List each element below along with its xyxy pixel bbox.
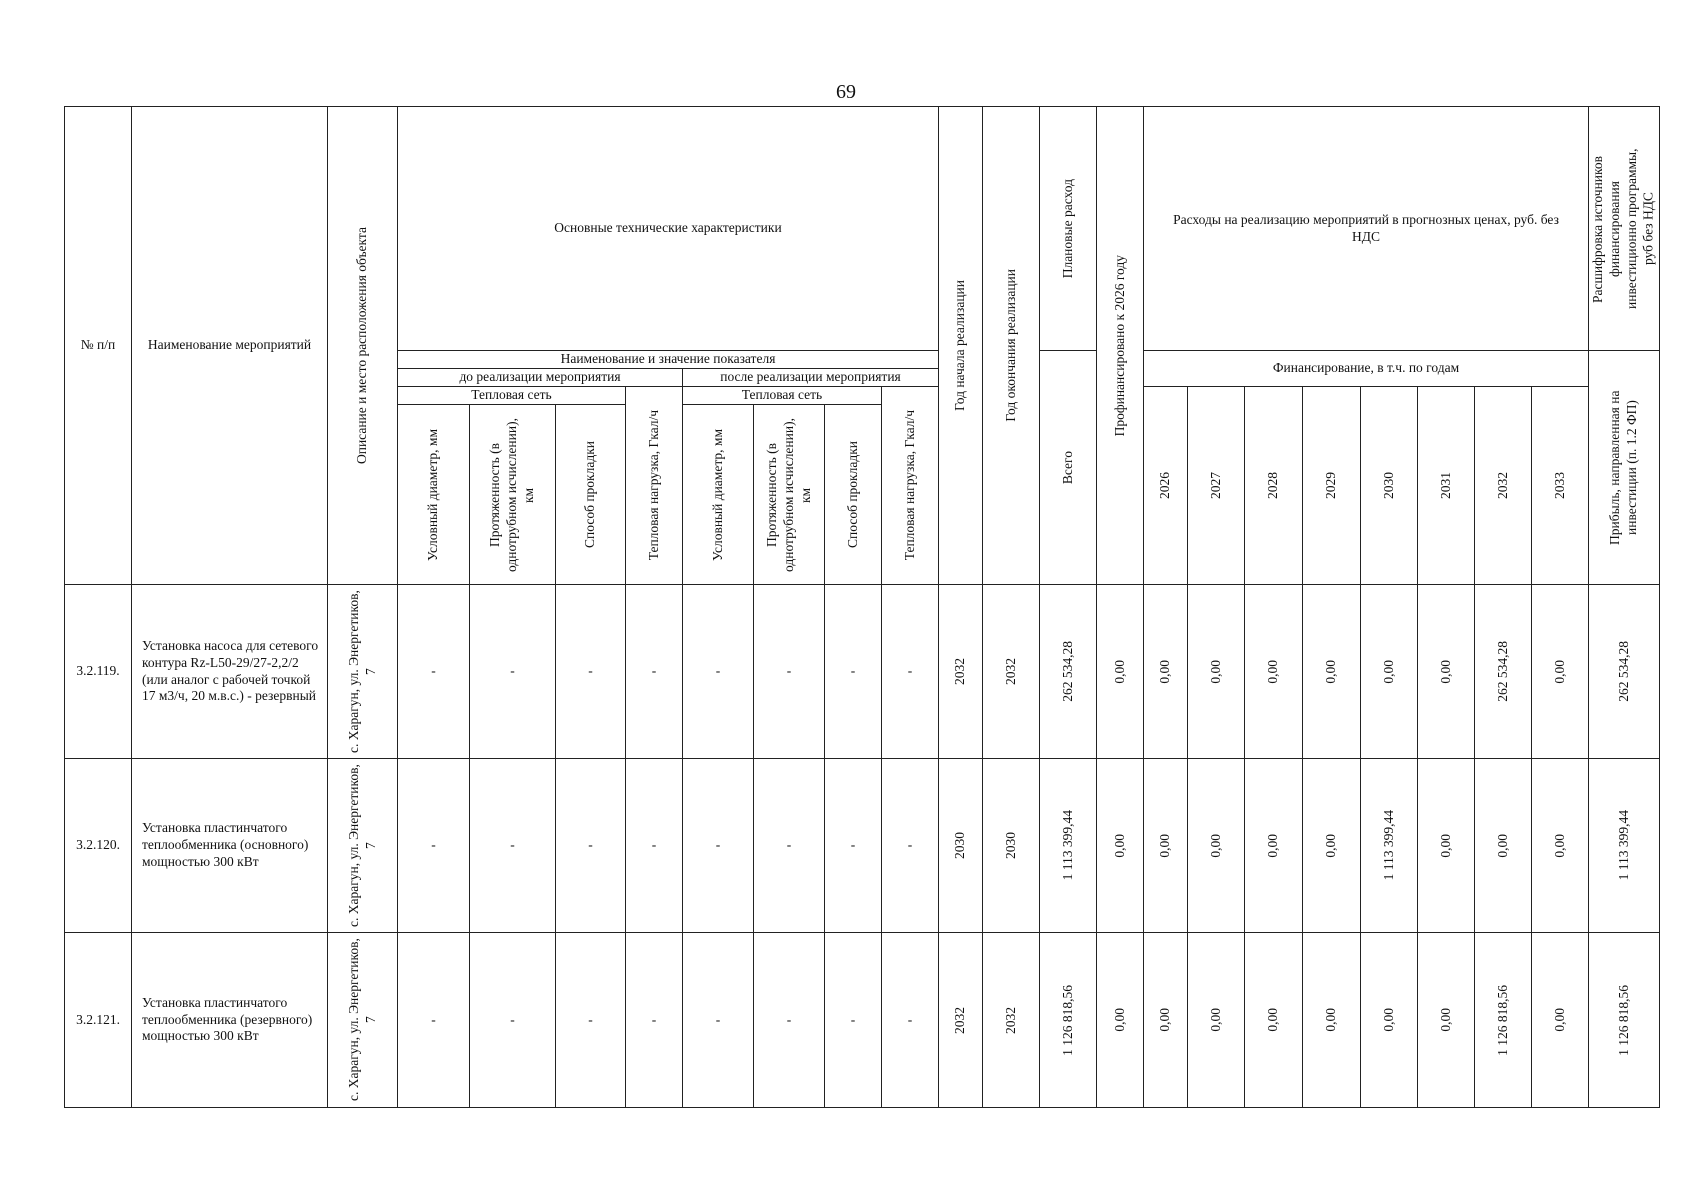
year-value: 0,00 [1245, 585, 1303, 759]
year-value: 0,00 [1475, 759, 1532, 933]
col-length-before-header: Протяженность (в однотрубном исчислении), км [470, 405, 556, 585]
year-value: 0,00 [1532, 585, 1589, 759]
tech-value: - [825, 933, 882, 1108]
tech-value: - [470, 585, 556, 759]
col-laying-before-header: Способ прокладки [556, 405, 626, 585]
total-value: 1 113 399,44 [1040, 759, 1097, 933]
expenses-header: Расходы на реализацию мероприятий в прогнозных ценах, руб. без НДС [1144, 107, 1589, 351]
row-location: с. Харагун, ул. Энергетиков, 7 [328, 585, 398, 759]
col-diameter-before-header: Условный диаметр, мм [398, 405, 470, 585]
tech-value: - [626, 585, 683, 759]
tech-value: - [626, 933, 683, 1108]
year-value: 0,00 [1361, 585, 1418, 759]
col-total-header: Всего [1040, 351, 1097, 585]
tech-value: - [882, 585, 939, 759]
investment-program-table [64, 106, 1660, 1108]
heat-network-before-header: Тепловая сеть [398, 387, 626, 405]
year-value: 0,00 [1144, 585, 1188, 759]
year-value: 0,00 [1188, 933, 1245, 1108]
col-year-end-header: Год окончания реализации [983, 107, 1040, 585]
table-row [65, 585, 1660, 759]
col-location-header: Описание и место расположения объекта [328, 107, 398, 585]
total-value: 1 126 818,56 [1040, 933, 1097, 1108]
row-number: 3.2.119. [65, 585, 132, 759]
tech-value: - [882, 759, 939, 933]
year-value: 0,00 [1144, 759, 1188, 933]
before-header: до реализации мероприятия [398, 369, 683, 387]
financing-header: Финансирование, в т.ч. по годам [1144, 351, 1589, 387]
row-location: с. Харагун, ул. Энергетиков, 7 [328, 759, 398, 933]
tech-value: - [882, 933, 939, 1108]
tech-value: - [556, 759, 626, 933]
tech-value: - [825, 759, 882, 933]
year-value: 0,00 [1303, 933, 1361, 1108]
profit-value: 262 534,28 [1589, 585, 1660, 759]
profit-value: 1 126 818,56 [1589, 933, 1660, 1108]
col-profit-header: Прибыль, направленная на инвестиции (п. 1.2 ФП) [1589, 351, 1660, 585]
col-number-header: № п/п [65, 107, 132, 585]
col-year-2033-header: 2033 [1532, 387, 1589, 585]
year-start-value: 2032 [939, 585, 983, 759]
col-prefinanced-header: Профинансировано к 2026 году [1097, 107, 1144, 585]
col-load-after-header: Тепловая нагрузка, Гкал/ч [882, 387, 939, 585]
tech-chars-header: Основные технические характеристики [398, 107, 939, 351]
col-sources-header: Расшифровка источников финансирования инвестиционно программы, руб без НДС [1589, 107, 1660, 351]
row-location: с. Харагун, ул. Энергетиков, 7 [328, 933, 398, 1108]
year-value: 0,00 [1418, 933, 1475, 1108]
year-value: 0,00 [1303, 585, 1361, 759]
table-row [65, 759, 1660, 933]
year-value: 0,00 [1188, 585, 1245, 759]
row-name: Установка насоса для сетевого контура Rz-L50-29/27-2,2/2 (или аналог с рабочей точкой 17 м3/ч, 20 м.в.с.) - резервный [132, 585, 328, 759]
year-value: 1 113 399,44 [1361, 759, 1418, 933]
col-diameter-after-header: Условный диаметр, мм [683, 405, 754, 585]
tech-value: - [754, 585, 825, 759]
col-year-2032-header: 2032 [1475, 387, 1532, 585]
tech-value: - [556, 585, 626, 759]
year-end-value: 2032 [983, 585, 1040, 759]
year-value: 0,00 [1532, 759, 1589, 933]
tech-value: - [398, 759, 470, 933]
col-year-2028-header: 2028 [1245, 387, 1303, 585]
tech-value: - [556, 933, 626, 1108]
year-value: 0,00 [1361, 933, 1418, 1108]
col-year-2029-header: 2029 [1303, 387, 1361, 585]
col-name-header: Наименование мероприятий [132, 107, 328, 585]
year-value: 0,00 [1418, 585, 1475, 759]
tech-value: - [398, 585, 470, 759]
prefinanced-value: 0,00 [1097, 585, 1144, 759]
year-start-value: 2030 [939, 759, 983, 933]
year-end-value: 2032 [983, 933, 1040, 1108]
after-header: после реализации мероприятия [683, 369, 939, 387]
year-end-value: 2030 [983, 759, 1040, 933]
col-laying-after-header: Способ прокладки [825, 405, 882, 585]
year-start-value: 2032 [939, 933, 983, 1108]
year-value: 0,00 [1245, 933, 1303, 1108]
year-value: 0,00 [1245, 759, 1303, 933]
page-number: 69 [836, 81, 856, 103]
year-value: 0,00 [1144, 933, 1188, 1108]
row-name: Установка пластинчатого теплообменника (резервного) мощностью 300 кВт [132, 933, 328, 1108]
tech-value: - [825, 585, 882, 759]
col-year-2027-header: 2027 [1188, 387, 1245, 585]
heat-network-after-header: Тепловая сеть [683, 387, 882, 405]
year-value: 0,00 [1418, 759, 1475, 933]
profit-value: 1 113 399,44 [1589, 759, 1660, 933]
header-row-1 [65, 107, 1660, 351]
tech-value: - [754, 933, 825, 1108]
prefinanced-value: 0,00 [1097, 759, 1144, 933]
col-load-before-header: Тепловая нагрузка, Гкал/ч [626, 387, 683, 585]
year-value: 262 534,28 [1475, 585, 1532, 759]
total-value: 262 534,28 [1040, 585, 1097, 759]
row-number: 3.2.120. [65, 759, 132, 933]
col-year-start-header: Год начала реализации [939, 107, 983, 585]
col-year-2026-header: 2026 [1144, 387, 1188, 585]
col-year-2031-header: 2031 [1418, 387, 1475, 585]
col-length-after-header: Протяженность (в однотрубном исчислении), км [754, 405, 825, 585]
table-row [65, 933, 1660, 1108]
row-name: Установка пластинчатого теплообменника (основного) мощностью 300 кВт [132, 759, 328, 933]
tech-value: - [683, 933, 754, 1108]
tech-value: - [683, 759, 754, 933]
tech-value: - [398, 933, 470, 1108]
year-value: 1 126 818,56 [1475, 933, 1532, 1108]
tech-value: - [626, 759, 683, 933]
tech-value: - [754, 759, 825, 933]
tech-value: - [470, 933, 556, 1108]
year-value: 0,00 [1303, 759, 1361, 933]
tech-value: - [470, 759, 556, 933]
col-planned-header: Плановые расход [1040, 107, 1097, 351]
year-value: 0,00 [1188, 759, 1245, 933]
prefinanced-value: 0,00 [1097, 933, 1144, 1108]
indicator-header: Наименование и значение показателя [398, 351, 939, 369]
col-year-2030-header: 2030 [1361, 387, 1418, 585]
row-number: 3.2.121. [65, 933, 132, 1108]
year-value: 0,00 [1532, 933, 1589, 1108]
tech-value: - [683, 585, 754, 759]
